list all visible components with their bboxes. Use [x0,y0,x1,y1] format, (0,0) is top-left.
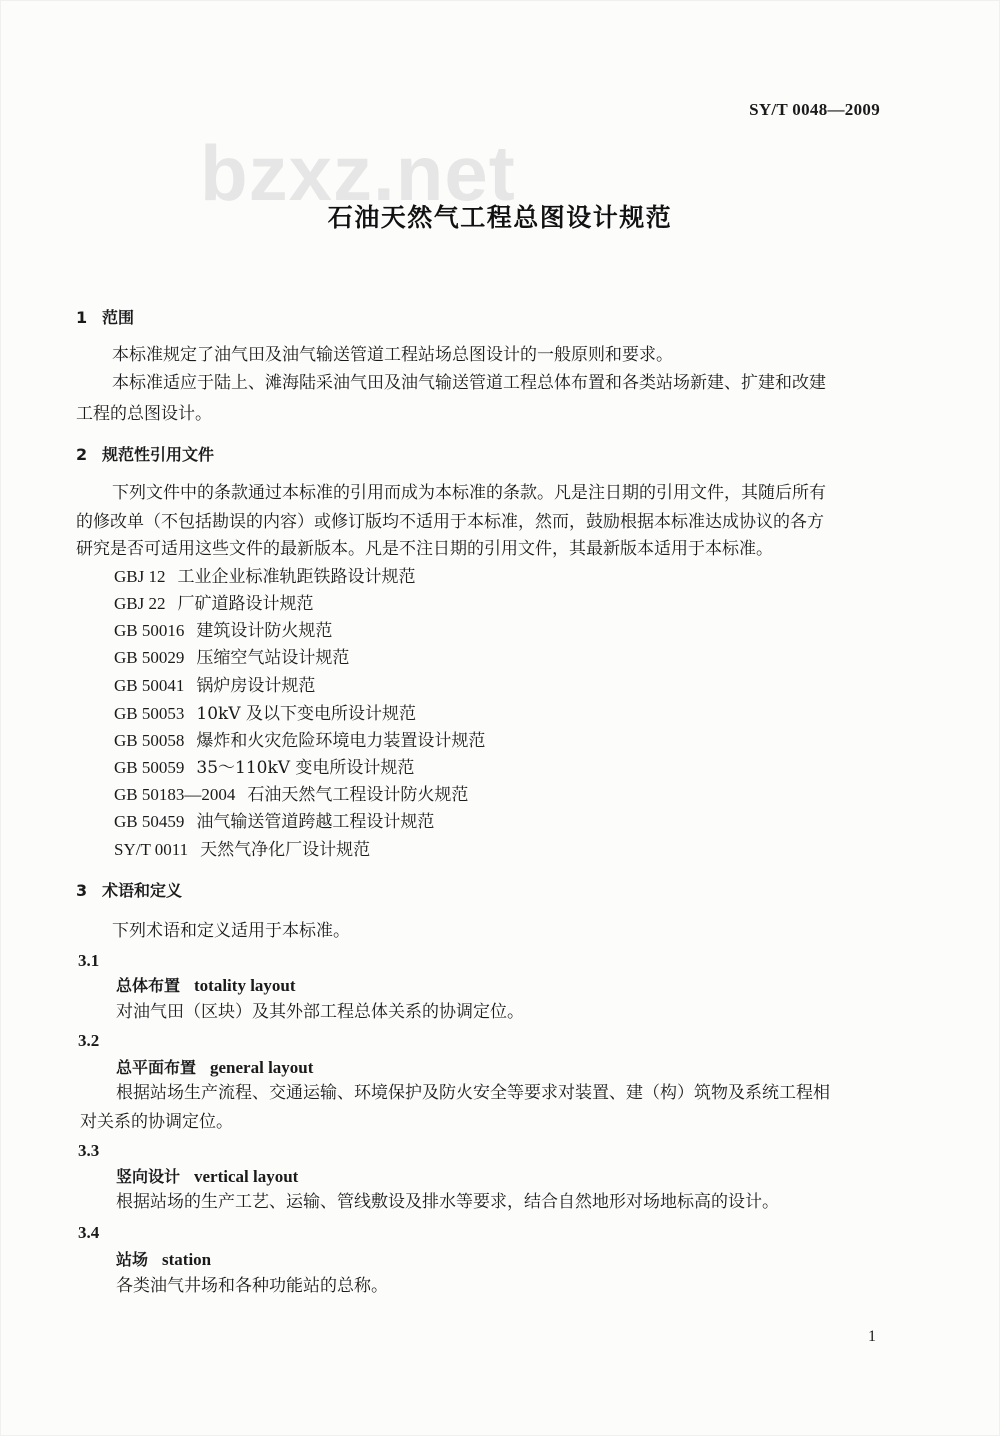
page-number: 1 [868,1328,876,1345]
reference-code: GBJ 22 [114,594,166,613]
reference-item [114,593,313,615]
reference-title: 油气输送管道跨越工程设计规范 [196,812,435,832]
reference-code: SY/T 0011 [114,840,189,859]
term-english: vertical layout [194,1167,299,1186]
reference-code: GB 50053 [114,704,185,723]
term-definition: 对关系的协调定位。 [80,1112,233,1132]
paragraph-line: 下列文件中的条款通过本标准的引用而成为本标准的条款。凡是注日期的引用文件，其随后所有 [112,483,826,503]
term-chinese: 总平面布置 [116,1058,197,1077]
reference-code: GB 50029 [114,648,185,667]
reference-item [114,703,416,725]
reference-code: GB 50058 [114,731,185,750]
reference-code: GB 50059 [114,758,185,777]
reference-item [114,730,485,752]
term-definition: 根据站场生产流程、交通运输、环境保护及防火安全等要求对装置、建（构）筑物及系统工程相 [116,1083,830,1103]
reference-item [114,675,315,697]
section-title: 范围 [102,308,135,327]
reference-title: 工业企业标准轨距铁路设计规范 [177,567,416,587]
section-title: 规范性引用文件 [102,445,215,464]
paragraph-line: 本标准适应于陆上、滩海陆采油气田及油气输送管道工程总体布置和各类站场新建、扩建和改建 [112,373,826,393]
section-1-heading [76,307,134,329]
section-number: 1 [76,308,88,327]
reference-code: GB 50459 [114,812,185,831]
term-english: station [162,1250,212,1269]
term-english: totality layout [194,976,296,995]
section-number: 2 [76,445,88,464]
reference-item [114,757,414,779]
term-chinese: 站场 [116,1250,149,1269]
reference-item [114,566,415,588]
term-english: general layout [210,1058,314,1077]
paragraph-line: 研究是否可适用这些文件的最新版本。凡是不注日期的引用文件，其最新版本适用于本标准。 [76,539,773,559]
reference-title: 石油天然气工程设计防火规范 [247,785,469,805]
term-heading [116,1249,211,1271]
term-chinese: 竖向设计 [116,1167,181,1186]
reference-code: GB 50041 [114,676,185,695]
clause-number: 3.3 [78,1141,100,1160]
term-heading [116,1166,298,1188]
clause-number: 3.1 [78,951,100,970]
reference-title: 建筑设计防火规范 [196,621,333,641]
section-2-heading [76,444,214,466]
reference-item [114,647,349,669]
term-definition: 根据站场的生产工艺、运输、管线敷设及排水等要求，结合自然地形对场地标高的设计。 [116,1192,779,1212]
reference-code: GB 50016 [114,621,185,640]
reference-code: GB 50183—2004 [114,785,236,804]
reference-item [114,620,332,642]
term-heading [116,1057,313,1079]
paragraph-line: 本标准规定了油气田及油气输送管道工程站场总图设计的一般原则和要求。 [112,345,673,365]
paragraph-line: 的修改单（不包括勘误的内容）或修订版均不适用于本标准，然而，鼓励根据本标准达成协议的各方 [76,512,824,532]
section-3-heading [76,880,182,902]
term-definition: 各类油气井场和各种功能站的总称。 [116,1276,388,1296]
reference-title: 厂矿道路设计规范 [177,594,314,614]
reference-title: 锅炉房设计规范 [196,676,316,696]
clause-number: 3.4 [78,1223,100,1242]
term-definition: 对油气田（区块）及其外部工程总体关系的协调定位。 [116,1002,524,1022]
term-chinese: 总体布置 [116,976,181,995]
reference-title: 35～110kV 变电所设计规范 [196,758,415,778]
clause-number: 3.2 [78,1031,100,1050]
paragraph-line: 下列术语和定义适用于本标准。 [112,921,350,941]
watermark: bzxz.net [200,129,516,217]
reference-title: 10kV 及以下变电所设计规范 [196,704,416,724]
reference-title: 爆炸和火灾危险环境电力装置设计规范 [196,731,486,751]
reference-item [114,839,370,861]
section-number: 3 [76,881,88,900]
reference-title: 压缩空气站设计规范 [196,648,350,668]
standard-code: SY/T 0048—2009 [749,100,880,119]
reference-item [114,811,434,833]
term-heading [116,975,296,997]
section-title: 术语和定义 [102,881,183,900]
reference-title: 天然气净化厂设计规范 [200,840,371,860]
reference-code: GBJ 12 [114,567,166,586]
reference-item [114,784,468,806]
paragraph-line: 工程的总图设计。 [76,404,212,424]
document-title: 石油天然气工程总图设计规范 [327,203,673,232]
